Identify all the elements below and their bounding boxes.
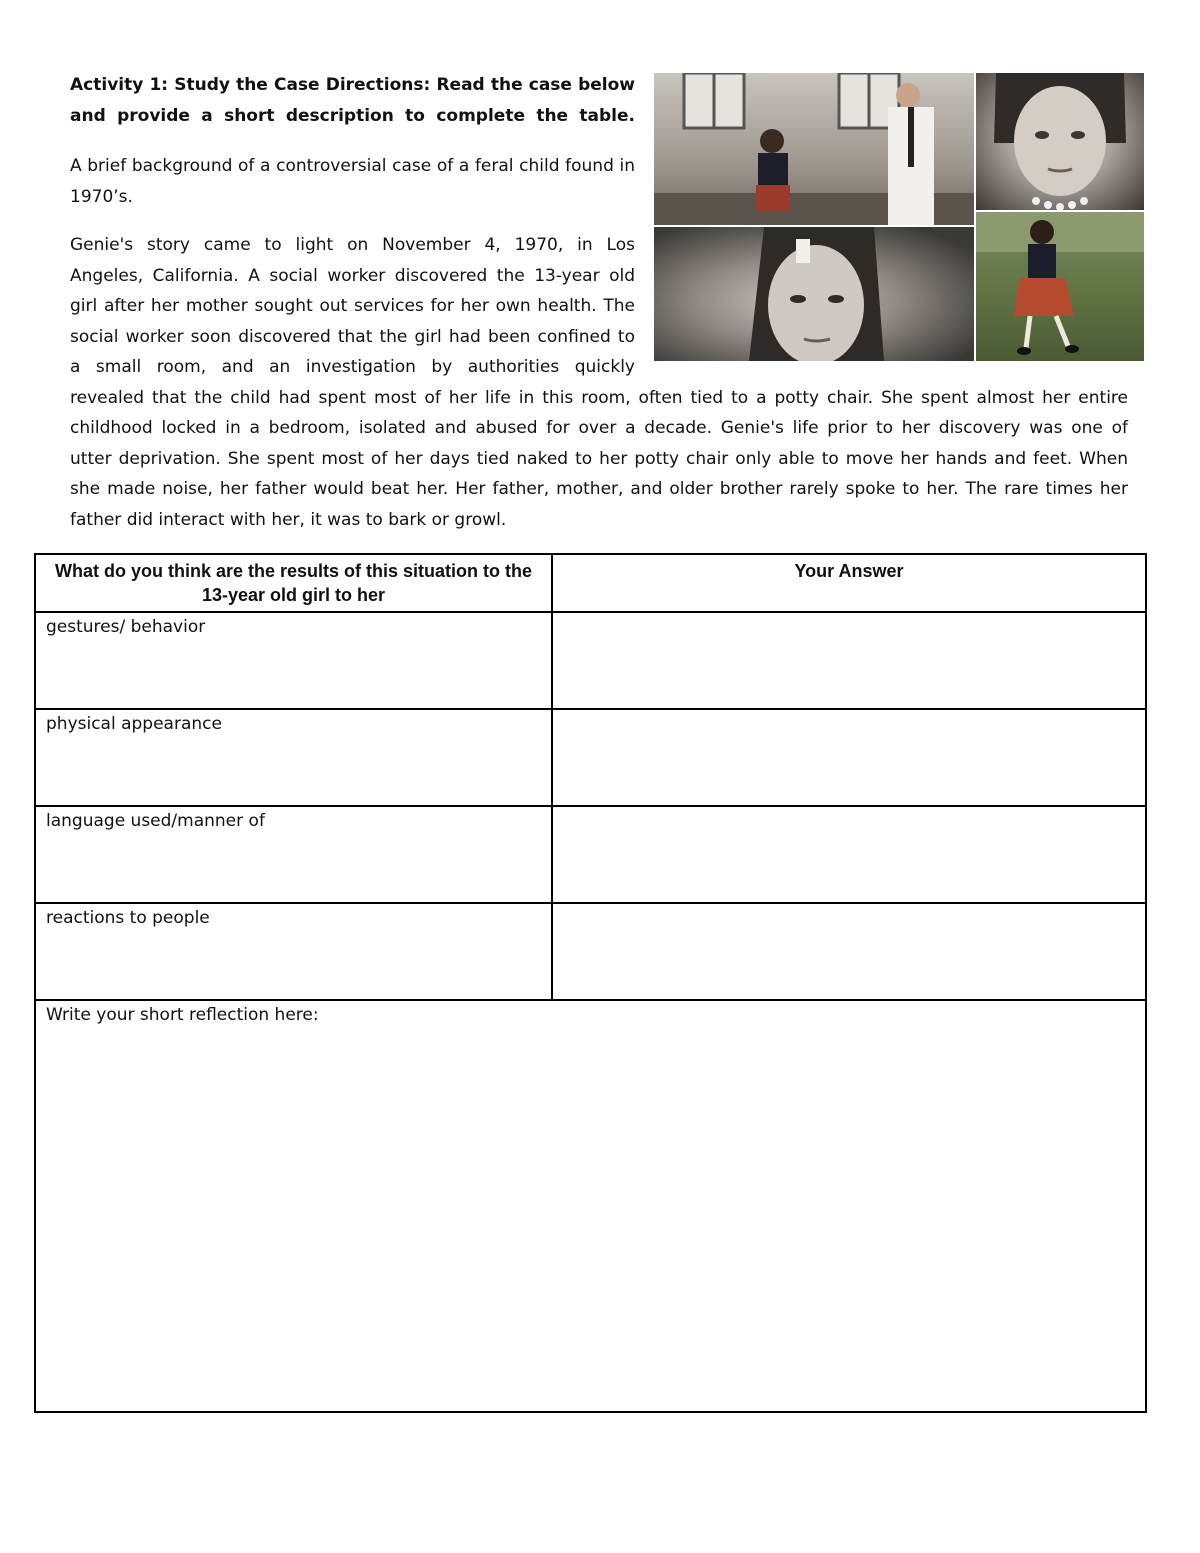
- answer-cell[interactable]: [552, 612, 1146, 709]
- photo-girl-closeup: [654, 227, 974, 361]
- story-line: a small room, and an investigation by authorities quickly: [70, 357, 635, 377]
- story-line: girl after her mother sought out services for her own health. The: [70, 296, 635, 316]
- reflection-box[interactable]: Write your short reflection here:: [35, 1000, 1146, 1412]
- answer-cell[interactable]: [552, 709, 1146, 806]
- table-row: [35, 709, 1146, 806]
- photo-girl-walking: [976, 212, 1144, 361]
- answer-header: Your Answer: [552, 554, 1146, 612]
- answer-cell[interactable]: [552, 806, 1146, 903]
- intro-paragraph: A brief background of a controversial case of a feral child found in 1970’s.: [70, 156, 635, 207]
- response-table: [34, 553, 1147, 1413]
- story-line: childhood locked in a bedroom, isolated and abused for over a decade. Genie's life prior to her discovery was one of: [70, 418, 1128, 438]
- row-label: language used/manner of: [35, 806, 552, 903]
- story-line: she made noise, her father would beat her. Her father, mother, and older brother rarely spoke to her. The rare times her: [70, 479, 1128, 499]
- activity-heading: Activity 1: Study the Case Directions: Read the case below and provide a short description to complete the table.: [70, 75, 635, 126]
- story-line: father did interact with her, it was to bark or growl.: [70, 509, 507, 530]
- story-line: social worker soon discovered that the girl had been confined to: [70, 326, 635, 347]
- table-header-row: [35, 554, 1146, 612]
- table-row: [35, 612, 1146, 709]
- table-row: [35, 806, 1146, 903]
- story-line: Genie's story came to light on November 4, 1970, in Los: [70, 235, 635, 255]
- row-label: gestures/ behavior: [35, 612, 552, 709]
- photo-girl-portrait: [976, 73, 1144, 210]
- reflection-row: [35, 1000, 1146, 1412]
- row-label: physical appearance: [35, 709, 552, 806]
- question-header: What do you think are the results of this situation to the 13-year old girl to her: [35, 554, 552, 612]
- row-label: reactions to people: [35, 903, 552, 1000]
- photo-collage: [654, 73, 1144, 361]
- story-line: Angeles, California. A social worker discovered the 13-year old: [70, 265, 635, 286]
- story-line: utter deprivation. She spent most of her days tied naked to her potty chair only able to move her hands and feet. When: [70, 448, 1128, 469]
- answer-cell[interactable]: [552, 903, 1146, 1000]
- table-row: [35, 903, 1146, 1000]
- story-line: revealed that the child had spent most of her life in this room, often tied to a potty chair. She spent almost her entire: [70, 387, 1128, 408]
- photo-girl-with-man: [654, 73, 974, 225]
